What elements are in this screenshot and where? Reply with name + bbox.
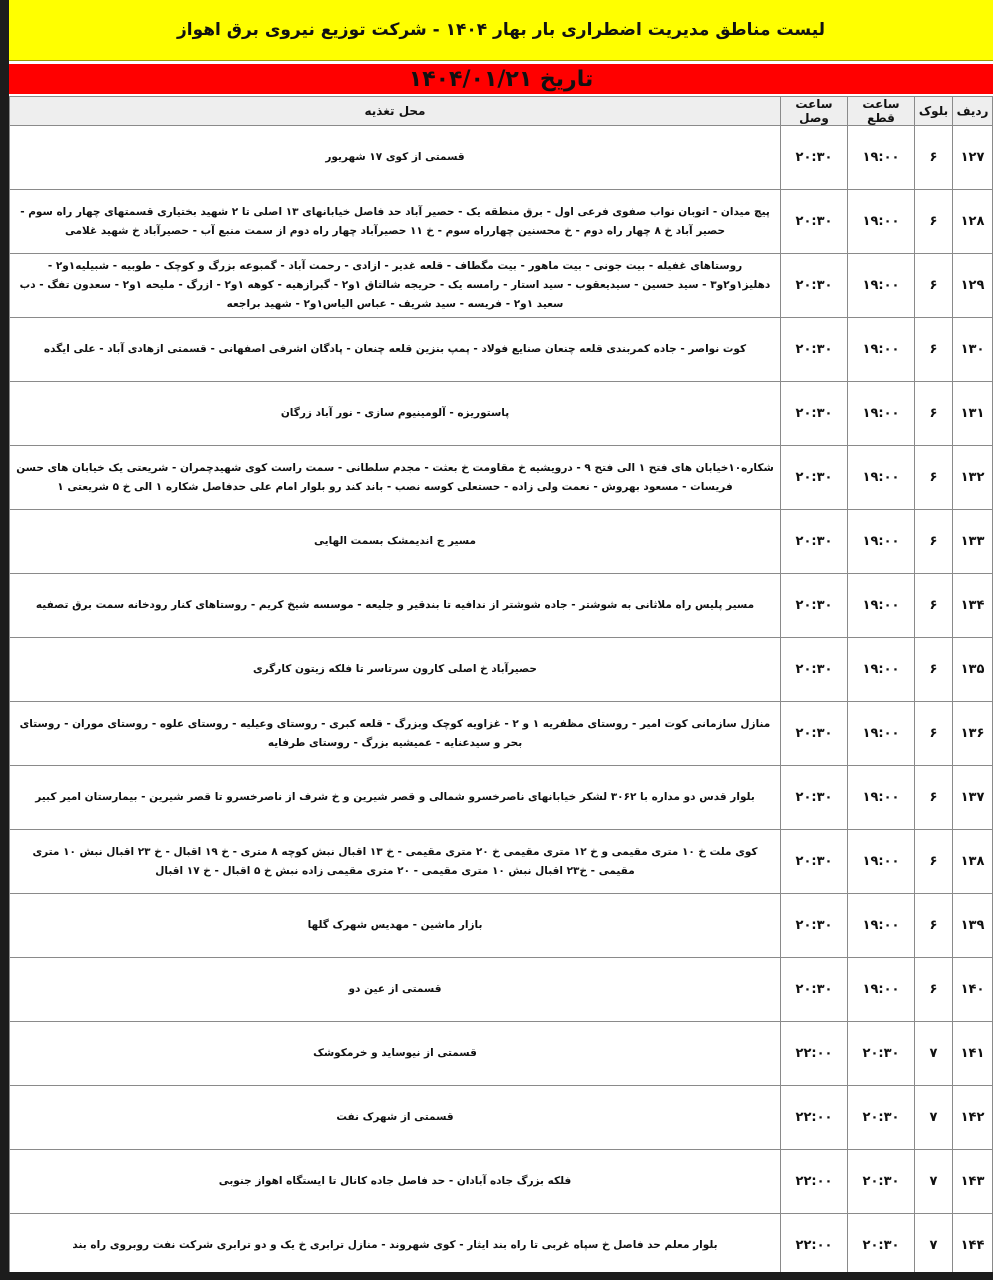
block-cell: ۶ [915, 574, 953, 638]
row-number: ۱۴۴ [953, 1214, 993, 1273]
table-row [10, 254, 993, 318]
connect-time-cell: ۲۰:۳۰ [781, 510, 848, 574]
outage-table [9, 96, 993, 1272]
row-number: ۱۴۳ [953, 1150, 993, 1214]
header-block: بلوک [915, 97, 953, 126]
cut-time-cell: ۱۹:۰۰ [848, 190, 915, 254]
cut-time-cell: ۱۹:۰۰ [848, 126, 915, 190]
feed-location-cell: پیچ میدان - اتوبان نواب صفوی فرعی اول - برق منطقه یک - حصیر آباد حد فاصل خیابانهای ۱۳ اصلی تا ۲ شهید بختیاری قسمتهای چهار راه سوم - حصیر آباد خ ۸ چهار راه دوم - خ محسنین چهارراه سوم - خ ۱۱ حصیرآباد چهار راه دوم از سمت منبع آب - حصیرآباد خ شهید غلامی [10, 190, 781, 254]
connect-time-cell: ۲۰:۳۰ [781, 126, 848, 190]
date-banner: تاریخ ۱۴۰۴/۰۱/۲۱ [9, 64, 993, 94]
cut-time-cell: ۱۹:۰۰ [848, 510, 915, 574]
cut-time-cell: ۱۹:۰۰ [848, 254, 915, 318]
table-row [10, 510, 993, 574]
feed-location-cell: پاستوریزه - آلومینیوم سازی - نور آباد زرگان [10, 382, 781, 446]
block-cell: ۶ [915, 126, 953, 190]
feed-location-cell: کوی ملت خ ۱۰ متری مقیمی و خ ۱۲ متری مقیمی خ ۲۰ متری مقیمی - خ ۱۳ اقبال نبش کوچه ۸ متری - خ ۱۹ اقبال - خ ۲۳ اقبال نبش ۱۰ متری مقیمی - خ۲۳ اقبال نبش ۱۰ متری مقیمی - ۲۰ متری مقیمی زاده نبش خ ۵ اقبال - خ ۱۷ اقبال [10, 830, 781, 894]
block-cell: ۷ [915, 1214, 953, 1273]
cut-time-cell: ۲۰:۳۰ [848, 1214, 915, 1273]
table-row [10, 1022, 993, 1086]
feed-location-cell: قسمتی از شهرک نفت [10, 1086, 781, 1150]
connect-time-cell: ۲۰:۳۰ [781, 958, 848, 1022]
table-row [10, 702, 993, 766]
feed-location-cell: منازل سازمانی کوت امیر - روستای مظفریه ۱ و ۲ - غزاویه کوچک وبزرگ - قلعه کبری - روستای وعیلیه - روستای علوه - روستای موران - روستای بحر و سیدعنایه - عمیشیه بزرگ - روستای طرفایه [10, 702, 781, 766]
row-number: ۱۴۲ [953, 1086, 993, 1150]
connect-time-cell: ۲۰:۳۰ [781, 318, 848, 382]
cut-time-cell: ۱۹:۰۰ [848, 958, 915, 1022]
cut-time-cell: ۲۰:۳۰ [848, 1086, 915, 1150]
block-cell: ۶ [915, 958, 953, 1022]
header-row-number: ردیف [953, 97, 993, 126]
row-number: ۱۳۰ [953, 318, 993, 382]
page-title: لیست مناطق مدیریت اضطراری بار بهار ۱۴۰۴ - شرکت توزیع نیروی برق اهواز [9, 0, 993, 61]
block-cell: ۶ [915, 830, 953, 894]
connect-time-cell: ۲۰:۳۰ [781, 830, 848, 894]
feed-location-cell: کوت نواصر - جاده کمربندی قلعه چنعان صنایع فولاد - پمپ بنزین قلعه چنعان - پادگان اشرفی اصفهانی - قسمتی ازهادی آباد - علی ایگده [10, 318, 781, 382]
row-number: ۱۲۷ [953, 126, 993, 190]
block-cell: ۷ [915, 1086, 953, 1150]
table-row [10, 126, 993, 190]
table-row [10, 830, 993, 894]
block-cell: ۷ [915, 1022, 953, 1086]
table-row [10, 1150, 993, 1214]
cut-time-cell: ۱۹:۰۰ [848, 894, 915, 958]
table-row [10, 766, 993, 830]
feed-location-cell: شکاره۱۰خیابان های فتح ۱ الی فتح ۹ - درویشیه خ مقاومت خ بعثت - مجدم سلطانی - سمت راست کوی شهیدچمران - شریعتی یک خیابان های حسن فریسات - مسعود بهروش - نعمت ولی زاده - حستعلی کوسه نصب - باند کند رو بلوار امام علی حدفاصل شکاره ۱ الی خ ۵ شریعتی ۱ [10, 446, 781, 510]
feed-location-cell: فلکه بزرگ جاده آبادان - حد فاصل جاده کانال تا ایستگاه اهواز جنوبی [10, 1150, 781, 1214]
block-cell: ۶ [915, 510, 953, 574]
connect-time-cell: ۲۰:۳۰ [781, 382, 848, 446]
connect-time-cell: ۲۲:۰۰ [781, 1086, 848, 1150]
row-number: ۱۲۸ [953, 190, 993, 254]
table-row [10, 1214, 993, 1273]
feed-location-cell: بازار ماشین - مهدیس شهرک گلها [10, 894, 781, 958]
cut-time-cell: ۱۹:۰۰ [848, 574, 915, 638]
cut-time-cell: ۲۰:۳۰ [848, 1150, 915, 1214]
block-cell: ۶ [915, 190, 953, 254]
cut-time-cell: ۱۹:۰۰ [848, 702, 915, 766]
feed-location-cell: قسمتی از عین دو [10, 958, 781, 1022]
block-cell: ۶ [915, 894, 953, 958]
row-number: ۱۳۴ [953, 574, 993, 638]
cut-time-cell: ۱۹:۰۰ [848, 766, 915, 830]
connect-time-cell: ۲۰:۳۰ [781, 638, 848, 702]
table-row [10, 958, 993, 1022]
feed-location-cell: حصیرآباد خ اصلی کارون سرتاسر تا فلکه زیتون کارگری [10, 638, 781, 702]
table-row [10, 446, 993, 510]
block-cell: ۶ [915, 766, 953, 830]
row-number: ۱۴۰ [953, 958, 993, 1022]
cut-time-cell: ۲۰:۳۰ [848, 1022, 915, 1086]
connect-time-cell: ۲۰:۳۰ [781, 702, 848, 766]
connect-time-cell: ۲۲:۰۰ [781, 1150, 848, 1214]
table-header-row [10, 97, 993, 126]
header-cut-time: ساعت قطع [848, 97, 915, 126]
row-number: ۱۳۳ [953, 510, 993, 574]
connect-time-cell: ۲۰:۳۰ [781, 254, 848, 318]
table-row [10, 190, 993, 254]
block-cell: ۶ [915, 638, 953, 702]
row-number: ۱۳۷ [953, 766, 993, 830]
row-number: ۱۳۶ [953, 702, 993, 766]
row-number: ۱۳۲ [953, 446, 993, 510]
row-number: ۱۳۸ [953, 830, 993, 894]
block-cell: ۶ [915, 446, 953, 510]
connect-time-cell: ۲۲:۰۰ [781, 1022, 848, 1086]
table-row [10, 382, 993, 446]
row-number: ۱۳۹ [953, 894, 993, 958]
block-cell: ۷ [915, 1150, 953, 1214]
feed-location-cell: مسیر ج اندیمشک بسمت الهایی [10, 510, 781, 574]
cut-time-cell: ۱۹:۰۰ [848, 830, 915, 894]
table-row [10, 894, 993, 958]
row-number: ۱۴۱ [953, 1022, 993, 1086]
connect-time-cell: ۲۰:۳۰ [781, 574, 848, 638]
connect-time-cell: ۲۰:۳۰ [781, 446, 848, 510]
table-row [10, 1086, 993, 1150]
row-number: ۱۳۱ [953, 382, 993, 446]
feed-location-cell: بلوار قدس دو مداره با ۳۰۶۲ لشکر خیابانهای ناصرخسرو شمالی و قصر شیرین و خ شرف از ناصرخسرو تا قصر شیرین - بیمارستان امیر کبیر [10, 766, 781, 830]
connect-time-cell: ۲۰:۳۰ [781, 190, 848, 254]
cut-time-cell: ۱۹:۰۰ [848, 446, 915, 510]
table-row [10, 574, 993, 638]
header-feed-location: محل تغذیه [10, 97, 781, 126]
cut-time-cell: ۱۹:۰۰ [848, 318, 915, 382]
table-row [10, 318, 993, 382]
feed-location-cell: مسیر پلیس راه ملاثانی به شوشتر - جاده شوشتر از ندافیه تا بندقیر و جلیعه - موسسه شیخ کریم - روستاهای کنار رودخانه سمت برق تصفیه [10, 574, 781, 638]
block-cell: ۶ [915, 702, 953, 766]
block-cell: ۶ [915, 254, 953, 318]
feed-location-cell: روستاهای غفیله - بیت جونی - بیت ماهور - بیت مگطاف - قلعه غدیر - ازادی - رحمت آباد - گمبوعه بزرگ و کوچک - طوبیه - شبیلیه۱و۲ - دهلیز۱و۲و۳ - سید حسین - سیدیعقوب - سید استار - رامسه یک - حریجه شالتاق ۱و۲ - گبرازهیه - کوهه ۱و۲ - ازرگ - ملیحه ۱و۲ - سعدون تفگ - دب سعید ۱و۲ - فریسه - سید شریف - عباس الیاس۱و۲ - شهید براجعه [10, 254, 781, 318]
connect-time-cell: ۲۲:۰۰ [781, 1214, 848, 1273]
schedule-sheet [9, 0, 993, 1272]
block-cell: ۶ [915, 382, 953, 446]
feed-location-cell: بلوار معلم حد فاصل خ سپاه غربی تا راه بند ایثار - کوی شهروند - منازل ترابری خ یک و دو ترابری شرکت نفت روبروی راه بند [10, 1214, 781, 1273]
row-number: ۱۲۹ [953, 254, 993, 318]
cut-time-cell: ۱۹:۰۰ [848, 638, 915, 702]
connect-time-cell: ۲۰:۳۰ [781, 894, 848, 958]
feed-location-cell: قسمتی از کوی ۱۷ شهریور [10, 126, 781, 190]
header-connect-time: ساعت وصل [781, 97, 848, 126]
block-cell: ۶ [915, 318, 953, 382]
row-number: ۱۳۵ [953, 638, 993, 702]
cut-time-cell: ۱۹:۰۰ [848, 382, 915, 446]
table-row [10, 638, 993, 702]
feed-location-cell: قسمتی از نیوساید و خرمکوشک [10, 1022, 781, 1086]
connect-time-cell: ۲۰:۳۰ [781, 766, 848, 830]
